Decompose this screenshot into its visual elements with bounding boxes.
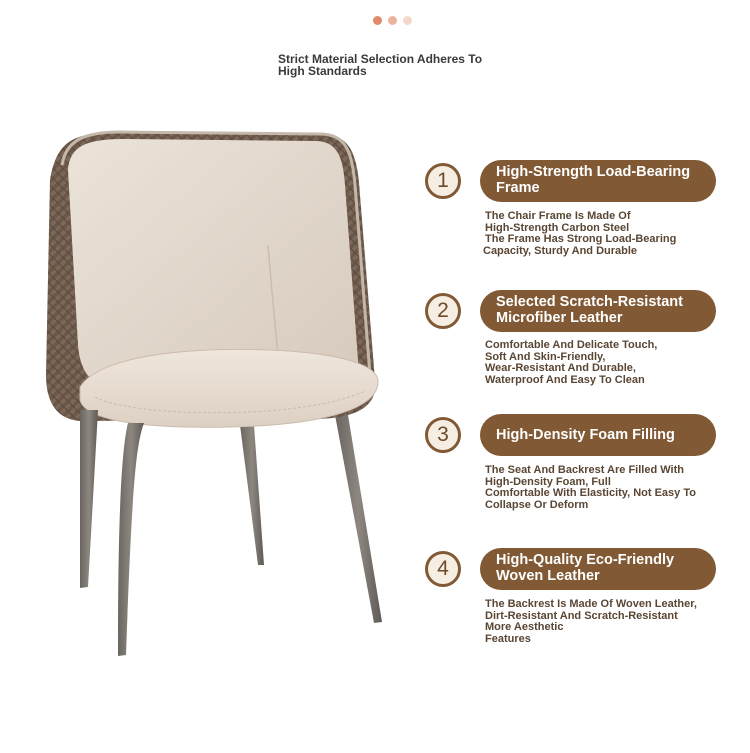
feature-number-badge: 2 bbox=[425, 293, 461, 329]
feature-description bbox=[485, 599, 725, 645]
feature-title-line: Woven Leather bbox=[496, 568, 600, 584]
feature-description-line: The Chair Frame Is Made Of bbox=[485, 210, 631, 222]
feature-title-line: High-Density Foam Filling bbox=[496, 427, 675, 443]
feature-description-line: The Seat And Backrest Are Filled With bbox=[485, 464, 684, 476]
feature-description-line: Dirt-Resistant And Scratch-Resistant bbox=[485, 609, 678, 622]
feature-description bbox=[485, 465, 725, 511]
feature-title bbox=[480, 290, 716, 332]
pagination-dot-1[interactable] bbox=[373, 16, 382, 25]
feature-description-line: High-Density Foam, Full bbox=[485, 475, 611, 488]
feature-description-line: Comfortable And Delicate Touch, bbox=[485, 339, 658, 351]
pagination-dot-3[interactable] bbox=[403, 16, 412, 25]
feature-number-badge: 4 bbox=[425, 551, 461, 587]
feature-4 bbox=[425, 548, 725, 648]
feature-description-line: High-Strength Carbon Steel bbox=[485, 221, 630, 234]
carousel-pagination bbox=[373, 16, 412, 25]
feature-title-line: Selected Scratch-Resistant bbox=[496, 294, 683, 310]
feature-title-line: High-Quality Eco-Friendly bbox=[496, 552, 675, 568]
feature-title-line: Microfiber Leather bbox=[496, 310, 623, 326]
heading-line-2: High Standards bbox=[278, 64, 367, 78]
feature-description-line: Waterproof And Easy To Clean bbox=[485, 373, 645, 386]
feature-title-line: High-Strength Load-Bearing bbox=[496, 164, 691, 180]
feature-description-line: Capacity, Sturdy And Durable bbox=[483, 244, 638, 257]
feature-2 bbox=[425, 290, 725, 390]
feature-title bbox=[480, 160, 716, 202]
feature-number-badge: 3 bbox=[425, 417, 461, 453]
feature-title bbox=[480, 548, 716, 590]
feature-description-line: The Frame Has Strong Load-Bearing bbox=[485, 233, 677, 245]
feature-number-badge: 1 bbox=[425, 163, 461, 199]
feature-description-line: Wear-Resistant And Durable, bbox=[485, 362, 636, 374]
feature-description-line: The Backrest Is Made Of Woven Leather, bbox=[485, 598, 697, 610]
feature-3 bbox=[425, 414, 725, 514]
feature-description bbox=[485, 211, 725, 257]
pagination-dot-2[interactable] bbox=[388, 16, 397, 25]
feature-description-line: More Aesthetic bbox=[485, 621, 564, 633]
feature-1 bbox=[425, 160, 725, 260]
feature-description-line: Features bbox=[485, 632, 531, 645]
heading-line-1: Strict Material Selection Adheres To bbox=[278, 52, 483, 66]
feature-title-line: Frame bbox=[496, 180, 540, 196]
feature-description-line: Collapse Or Deform bbox=[485, 498, 589, 511]
feature-description bbox=[485, 340, 725, 386]
feature-description-line: Soft And Skin-Friendly, bbox=[485, 350, 606, 363]
feature-description-line: Comfortable With Elasticity, Not Easy To bbox=[485, 487, 696, 499]
section-heading bbox=[278, 53, 508, 77]
chair-image bbox=[40, 125, 400, 665]
feature-title bbox=[480, 414, 716, 456]
